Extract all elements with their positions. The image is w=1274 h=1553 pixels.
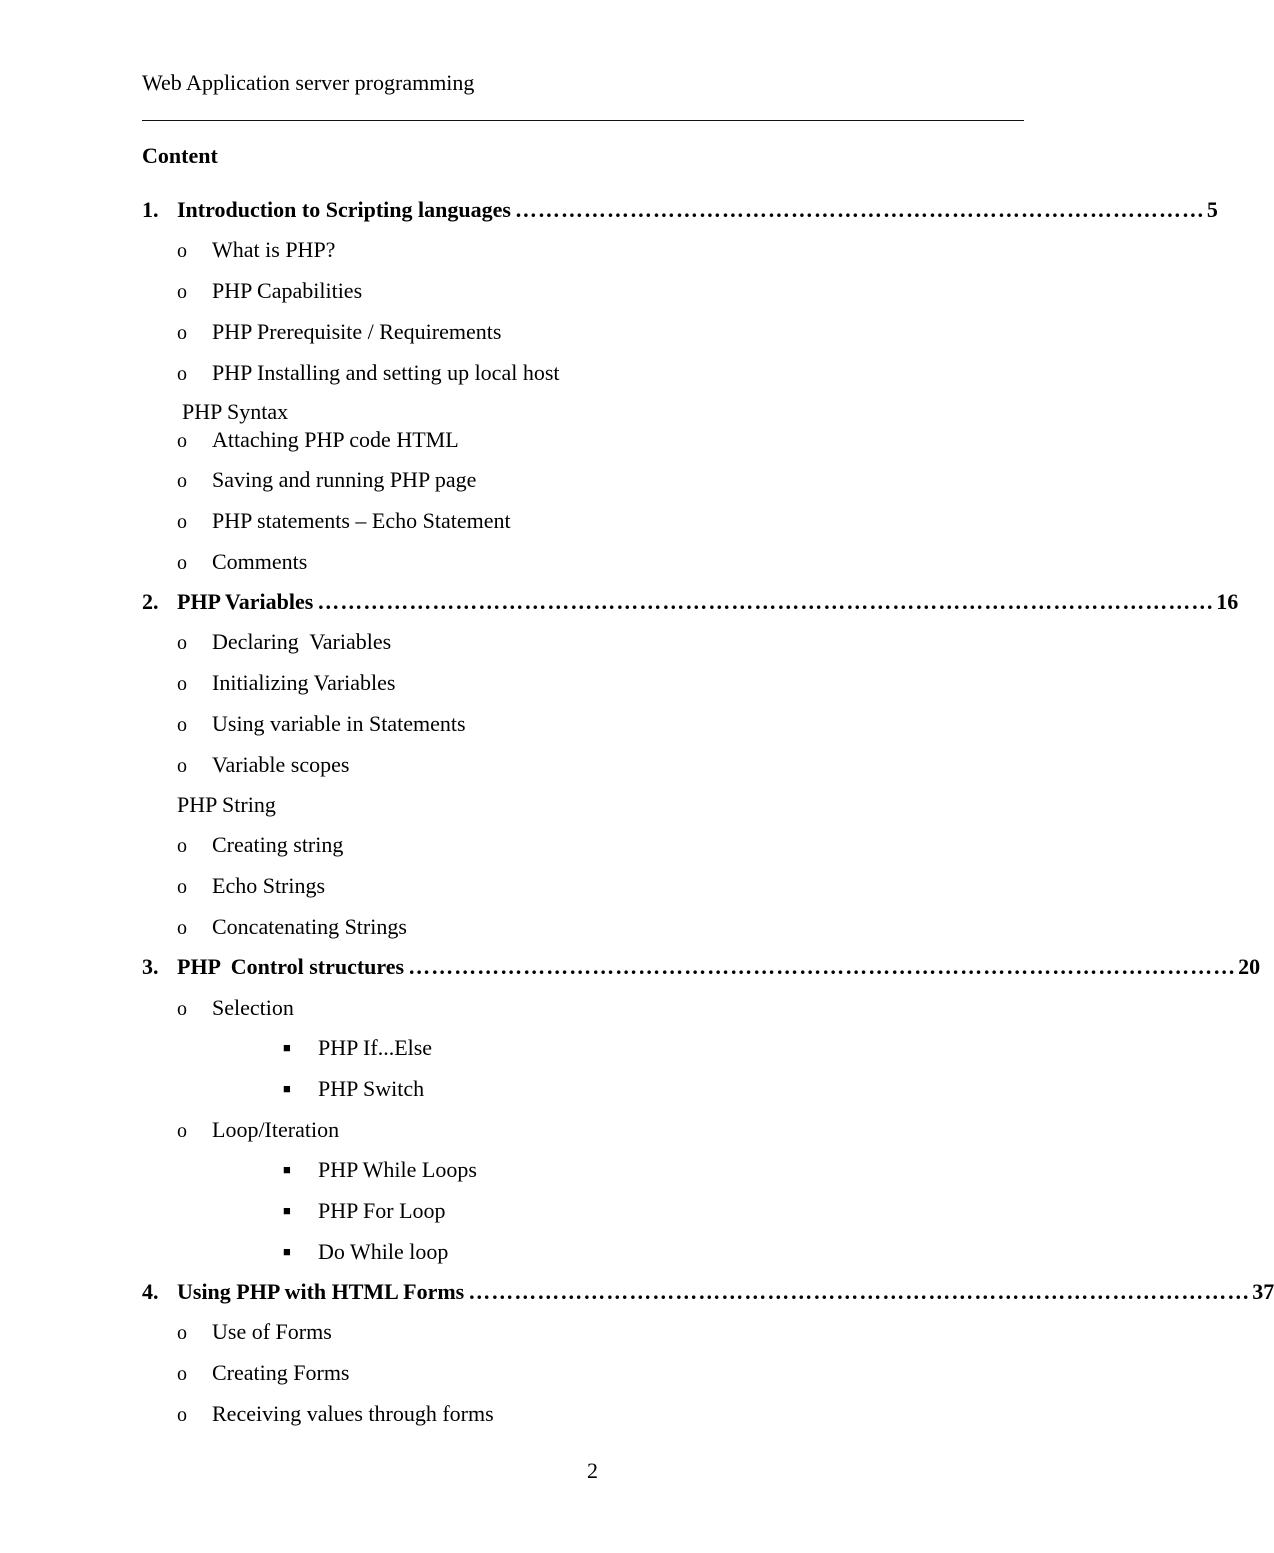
circle-bullet-icon: o bbox=[177, 363, 187, 385]
section-page-number: 16 bbox=[1216, 589, 1239, 614]
square-bullet-icon: ■ bbox=[283, 1244, 291, 1259]
section-page-number: 37 bbox=[1252, 1279, 1274, 1304]
toc-item[interactable] bbox=[177, 360, 560, 386]
toc-item-label: PHP Installing and setting up local host bbox=[212, 360, 560, 385]
toc-item[interactable] bbox=[177, 549, 307, 575]
circle-bullet-icon: o bbox=[177, 470, 187, 492]
toc-item[interactable] bbox=[177, 278, 362, 304]
circle-bullet-icon: o bbox=[177, 430, 187, 452]
toc-item-label: Saving and running PHP page bbox=[212, 467, 477, 492]
toc-subitem-label: PHP Switch bbox=[318, 1076, 425, 1101]
toc-subitem-label: PHP For Loop bbox=[318, 1198, 446, 1223]
circle-bullet-icon: o bbox=[177, 632, 187, 654]
page-number: 2 bbox=[587, 1458, 598, 1483]
toc-item[interactable] bbox=[177, 873, 325, 899]
toc-subitem[interactable] bbox=[283, 1157, 477, 1183]
section-number: 4. bbox=[142, 1279, 159, 1304]
section-number: 3. bbox=[142, 954, 159, 979]
circle-bullet-icon: o bbox=[177, 673, 187, 695]
toc-item[interactable] bbox=[177, 1401, 494, 1427]
circle-bullet-icon: o bbox=[177, 281, 187, 303]
toc-item-label: Variable scopes bbox=[212, 752, 350, 777]
toc-item[interactable] bbox=[177, 914, 407, 940]
toc-item[interactable] bbox=[177, 467, 476, 493]
square-bullet-icon: ■ bbox=[283, 1203, 291, 1218]
toc-item[interactable] bbox=[177, 508, 511, 534]
toc-item[interactable] bbox=[177, 629, 391, 655]
toc-item[interactable] bbox=[177, 832, 343, 858]
toc-item[interactable] bbox=[177, 1117, 339, 1143]
dot-leader: ………………………………………………………………………………………… bbox=[468, 1279, 1251, 1304]
circle-bullet-icon: o bbox=[177, 835, 187, 857]
circle-bullet-icon: o bbox=[177, 240, 187, 262]
toc-item-label: Concatenating Strings bbox=[212, 914, 407, 939]
square-bullet-icon: ■ bbox=[283, 1081, 291, 1096]
circle-bullet-icon: o bbox=[177, 552, 187, 574]
toc-item[interactable] bbox=[177, 319, 501, 345]
section-page-number: 20 bbox=[1238, 954, 1261, 979]
toc-item[interactable] bbox=[177, 237, 335, 263]
section-title: PHP Control structures bbox=[177, 954, 405, 979]
toc-subitem-label: PHP If...Else bbox=[318, 1035, 433, 1060]
square-bullet-icon: ■ bbox=[283, 1162, 291, 1177]
toc-item-label: Declaring Variables bbox=[212, 629, 392, 654]
toc-item-label: PHP Prerequisite / Requirements bbox=[212, 319, 502, 344]
circle-bullet-icon: o bbox=[177, 1404, 187, 1426]
toc-item-label: Using variable in Statements bbox=[212, 711, 466, 736]
toc-item[interactable] bbox=[177, 670, 396, 696]
toc-section-3[interactable] bbox=[142, 954, 1261, 980]
toc-section-4[interactable] bbox=[142, 1279, 1274, 1305]
section-page-number: 5 bbox=[1206, 197, 1218, 222]
toc-subitem-label: PHP While Loops bbox=[318, 1157, 477, 1182]
toc-item[interactable] bbox=[177, 427, 459, 453]
toc-item[interactable] bbox=[177, 1360, 350, 1386]
circle-bullet-icon: o bbox=[177, 511, 187, 533]
toc-subitem[interactable] bbox=[283, 1239, 448, 1265]
circle-bullet-icon: o bbox=[177, 1120, 187, 1142]
toc-item-label: PHP Capabilities bbox=[212, 278, 363, 303]
circle-bullet-icon: o bbox=[177, 1322, 187, 1344]
dot-leader: ……………………………………………………………………………………………… bbox=[408, 954, 1237, 979]
toc-section-2[interactable] bbox=[142, 589, 1239, 615]
toc-subitem-label: Do While loop bbox=[318, 1239, 449, 1264]
toc-item-label: Selection bbox=[212, 995, 294, 1020]
page-header: Web Application server programming bbox=[142, 70, 475, 95]
dot-leader: ……………………………………………………………………………… bbox=[514, 197, 1205, 222]
toc-item-label: Use of Forms bbox=[212, 1319, 332, 1344]
section-title: Using PHP with HTML Forms bbox=[177, 1279, 465, 1304]
circle-bullet-icon: o bbox=[177, 714, 187, 736]
toc-subitem[interactable] bbox=[283, 1198, 446, 1224]
section-number: 1. bbox=[142, 197, 159, 222]
circle-bullet-icon: o bbox=[177, 917, 187, 939]
header-rule bbox=[142, 120, 1024, 121]
toc-subitem[interactable] bbox=[283, 1076, 424, 1102]
toc-item-label: Receiving values through forms bbox=[212, 1401, 494, 1426]
toc-item-label: Creating Forms bbox=[212, 1360, 350, 1385]
toc-item[interactable] bbox=[177, 995, 294, 1021]
toc-item-label: What is PHP? bbox=[212, 237, 336, 262]
toc-item-label: Comments bbox=[212, 549, 308, 574]
circle-bullet-icon: o bbox=[177, 876, 187, 898]
circle-bullet-icon: o bbox=[177, 322, 187, 344]
toc-item-label: Initializing Variables bbox=[212, 670, 396, 695]
toc-item[interactable] bbox=[177, 1319, 332, 1345]
square-bullet-icon: ■ bbox=[283, 1040, 291, 1055]
toc-item-label: Echo Strings bbox=[212, 873, 326, 898]
section-number: 2. bbox=[142, 589, 159, 614]
toc-subitem[interactable] bbox=[283, 1035, 432, 1061]
toc-item-label: PHP statements – Echo Statement bbox=[212, 508, 511, 533]
toc-item-label: Loop/Iteration bbox=[212, 1117, 340, 1142]
circle-bullet-icon: o bbox=[177, 1363, 187, 1385]
toc-item[interactable] bbox=[177, 752, 349, 778]
section-title: Introduction to Scripting languages bbox=[177, 197, 511, 222]
circle-bullet-icon: o bbox=[177, 998, 187, 1020]
toc-subheading: PHP String bbox=[177, 792, 276, 817]
toc-item-label: Creating string bbox=[212, 832, 344, 857]
dot-leader: ……………………………………………………………………………………………………… bbox=[317, 589, 1215, 614]
toc-section-1[interactable] bbox=[142, 197, 1218, 223]
section-title: PHP Variables bbox=[177, 589, 314, 614]
toc-subheading: PHP Syntax bbox=[182, 399, 289, 424]
content-title: Content bbox=[142, 143, 218, 168]
toc-item[interactable] bbox=[177, 711, 466, 737]
toc-item-label: Attaching PHP code HTML bbox=[212, 427, 459, 452]
circle-bullet-icon: o bbox=[177, 755, 187, 777]
